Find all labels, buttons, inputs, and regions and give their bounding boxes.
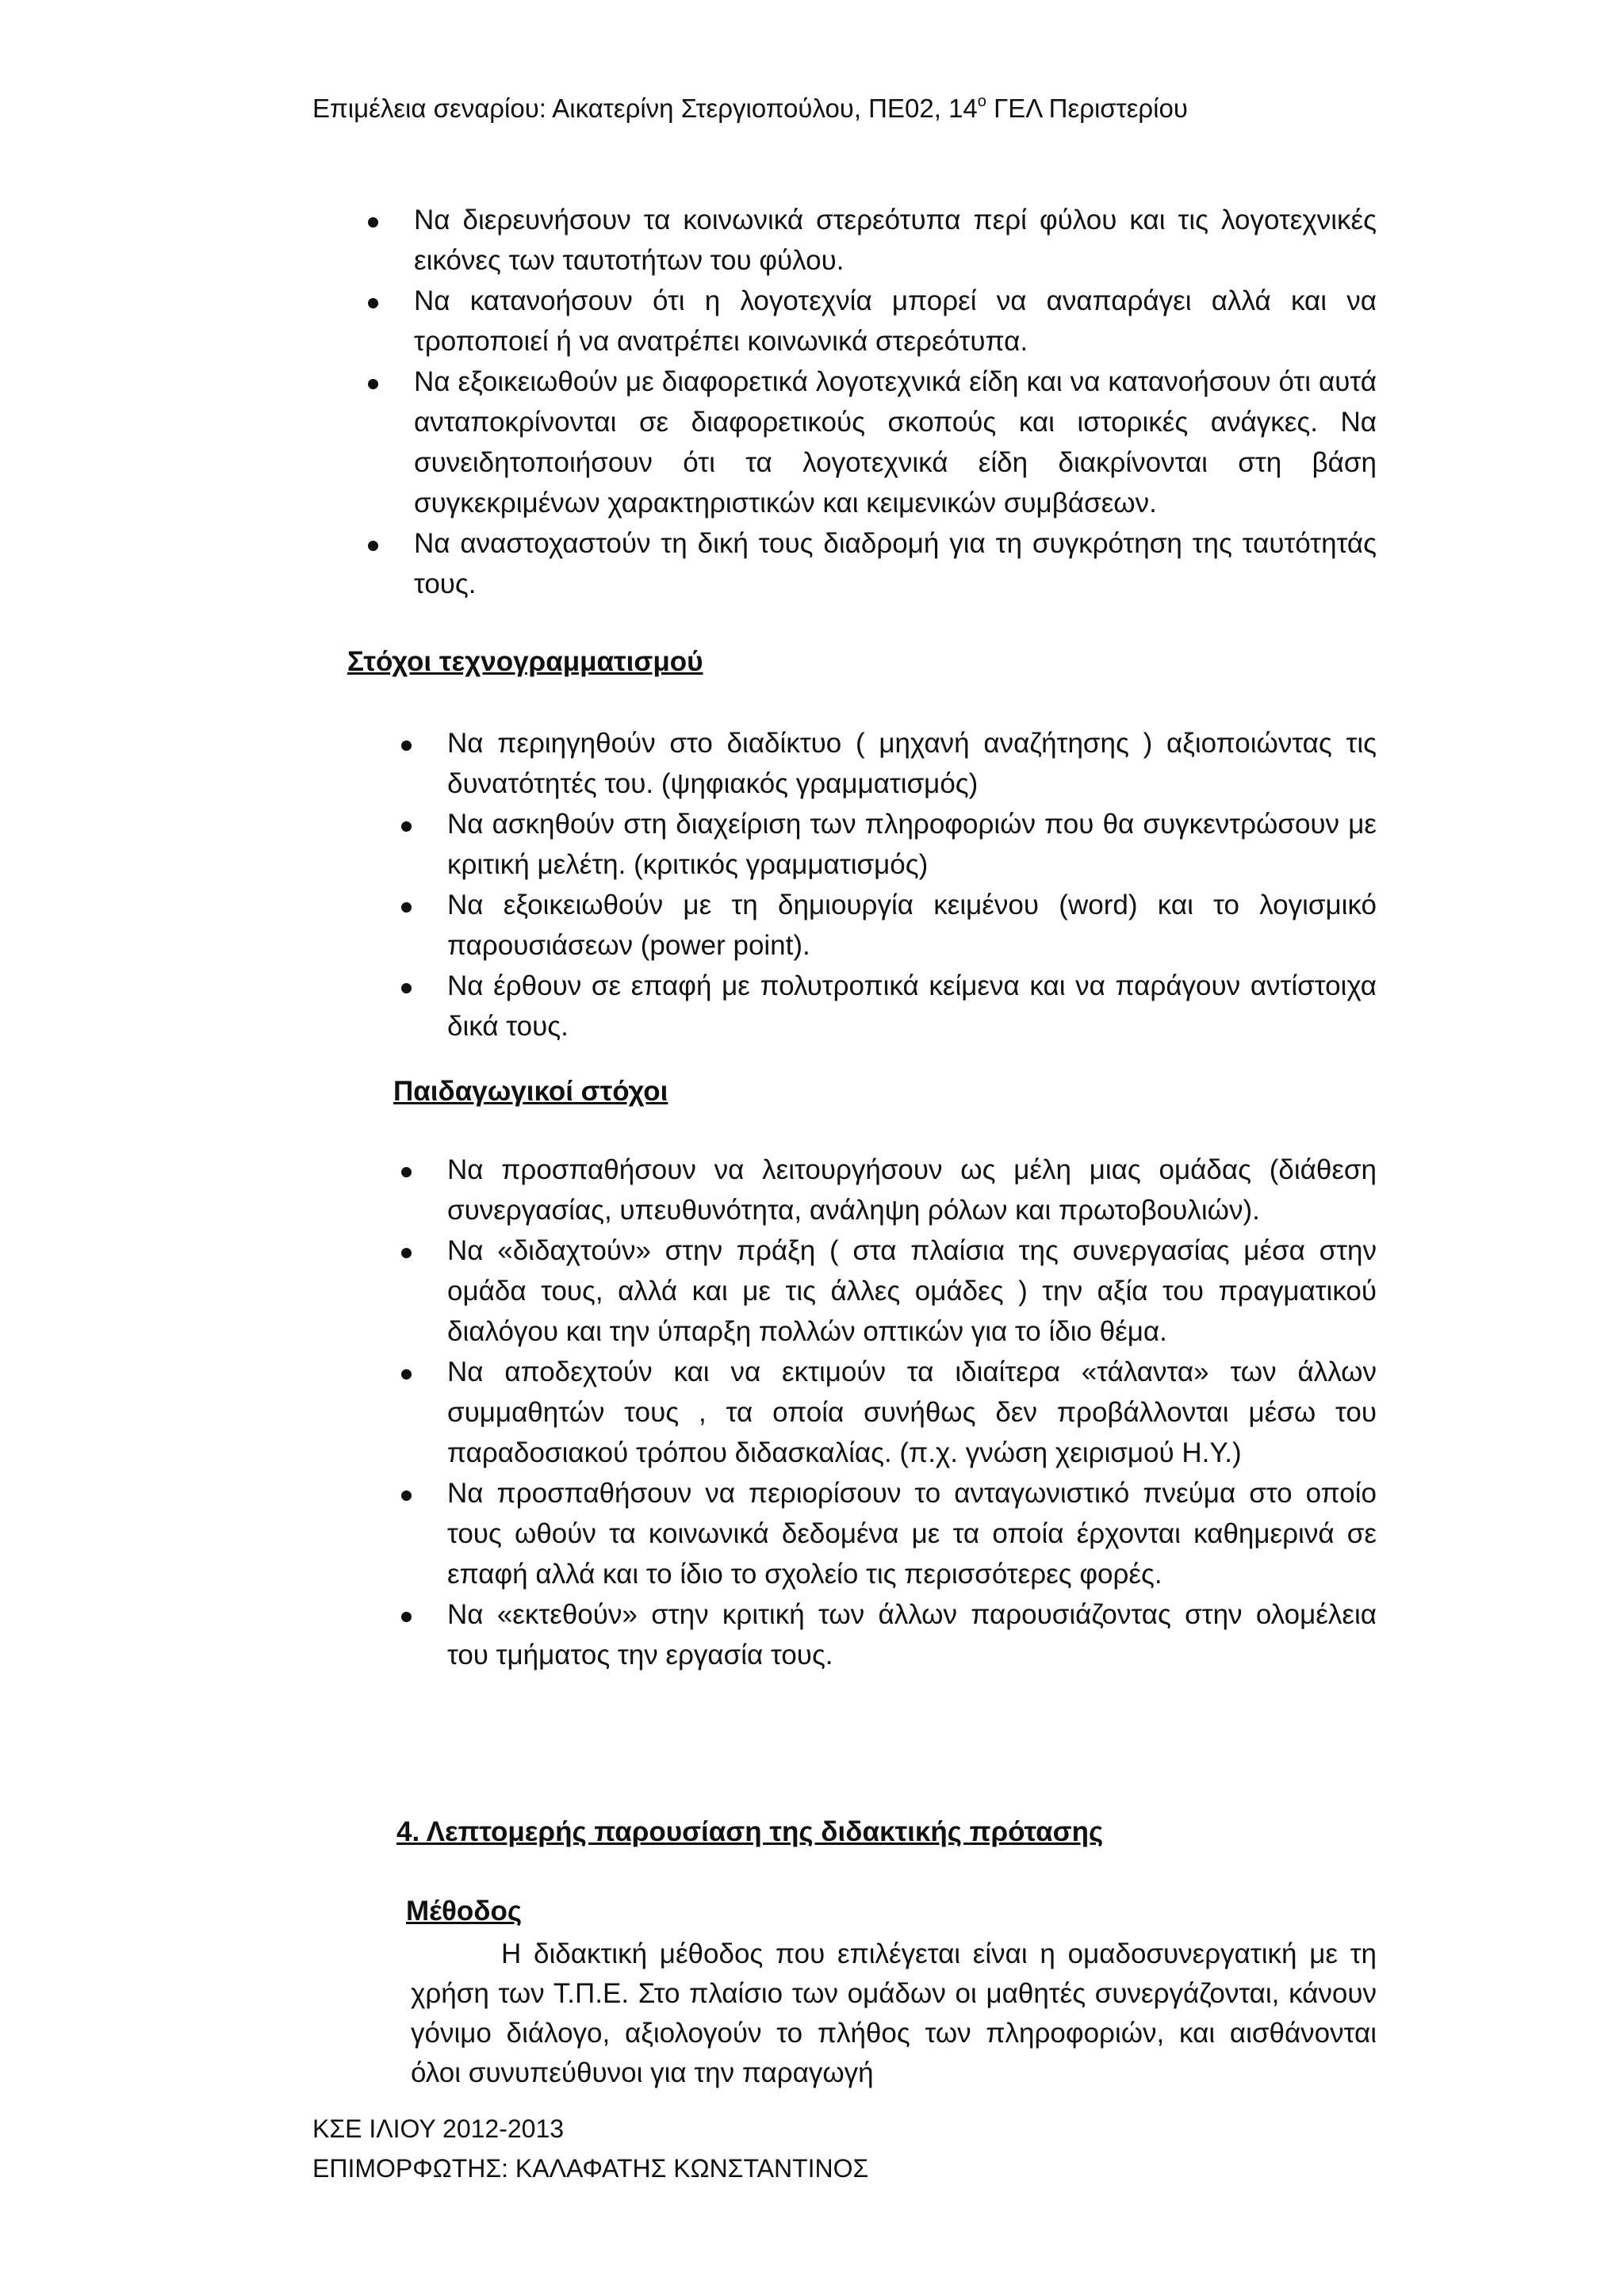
list-item-text: Να αποδεχτούν και να εκτιμούν τα ιδιαίτερα «τάλαντα» των άλλων συμμαθητών τους , τα οποία συνήθως δεν προβάλλονται μέσω του παραδοσιακού τρόπου διδασκαλίας. (π.χ. γνώση χειρισμού Η.Υ.) (447, 1357, 1377, 1468)
bullet-icon (368, 379, 378, 389)
list-item (396, 1230, 1377, 1352)
list-item-text: Να προσπαθήσουν να λειτουργήσουν ως μέλη μιας ομάδας (διάθεση συνεργασίας, υπευθυνότητα, ανάληψη ρόλων και πρωτοβουλιών). (447, 1154, 1377, 1226)
page-footer (312, 2109, 868, 2188)
tech-list (396, 723, 1377, 1047)
tech-list-section (396, 723, 1377, 1047)
list-item-text: Να «διδαχτούν» στην πράξη ( στα πλαίσια της συνεργασίας μέσα στην ομάδα τους, αλλά και με τις άλλες ομάδες ) την αξία του πραγματικού διαλόγου και την ύπαρξη πολλών οπτικών για το ίδιο θέμα. (447, 1235, 1377, 1347)
tech-goals-heading: Στόχοι τεχνογραμματισμού (347, 646, 703, 677)
goals-list (363, 200, 1377, 604)
list-item-text: Να εξοικειωθούν με τη δημιουργία κειμένου (word) και το λογισμικό παρουσιάσεων (power point). (447, 890, 1377, 961)
header-text: Επιμέλεια σεναρίου: Αικατερίνη Στεργιοπούλου, ΠΕ02, 14 (312, 94, 978, 123)
bullet-icon (401, 740, 412, 751)
list-item (396, 885, 1377, 966)
method-heading: Μέθοδος (406, 1896, 523, 1927)
bullet-icon (401, 983, 412, 993)
bullet-icon (401, 902, 412, 913)
header-text-end: ΓΕΛ Περιστερίου (986, 94, 1188, 123)
section-4-heading: 4. Λεπτομερής παρουσίαση της διδακτικής πρότασης (396, 1816, 1104, 1847)
list-item (363, 281, 1377, 362)
pedagogical-list-section (396, 1150, 1377, 1675)
list-item (396, 1594, 1377, 1675)
header-superscript: ο (977, 93, 986, 110)
list-item (396, 804, 1377, 885)
list-item-text: Να ασκηθούν στη διαχείριση των πληροφοριών που θα συγκεντρώσουν με κριτική μελέτη. (κριτικός γραμματισμός) (447, 809, 1377, 880)
bullet-icon (401, 1369, 412, 1380)
footer-line-2: ΕΠΙΜΟΡΦΩΤΗΣ: ΚΑΛΑΦΑΤΗΣ ΚΩΝΣΤΑΝΤΙΝΟΣ (312, 2154, 869, 2183)
bullet-icon (368, 298, 378, 308)
list-item-text: Να αναστοχαστούν τη δική τους διαδρομή για τη συγκρότηση της ταυτότητάς τους. (414, 528, 1377, 599)
bullet-icon (401, 1167, 412, 1177)
list-item (396, 1150, 1377, 1230)
list-item-text: Να «εκτεθούν» στην κριτική των άλλων παρουσιάζοντας στην ολομέλεια του τμήματος την εργασία τους. (447, 1599, 1377, 1670)
method-paragraph: Η διδακτική μέθοδος που επιλέγεται είναι η ομαδοσυνεργατική με τη χρήση των Τ.Π.Ε. Στο πλαίσιο των ομάδων οι μαθητές συνεργάζονται, κάνουν γόνιμο διάλογο, αξιολογούν το πλήθος των πληροφοριών, και αισθάνονται όλοι συνυπεύθυνοι για την παραγωγή (411, 1938, 1377, 2088)
list-item (396, 723, 1377, 804)
list-item (363, 362, 1377, 523)
list-item (363, 200, 1377, 281)
bullet-icon (401, 1612, 412, 1622)
list-item-text: Να έρθουν σε επαφή με πολυτροπικά κείμενα και να παράγουν αντίστοιχα δικά τους. (447, 970, 1377, 1042)
footer-line-1: ΚΣΕ ΙΛΙΟΥ 2012-2013 (312, 2114, 565, 2143)
bullet-icon (368, 217, 378, 228)
list-item-text: Να περιηγηθούν στο διαδίκτυο ( μηχανή αναζήτησης ) αξιοποιώντας τις δυνατότητές του. (ψηφιακός γραμματισμός) (447, 728, 1377, 799)
bullet-icon (401, 821, 412, 832)
pedagogical-goals-heading: Παιδαγωγικοί στόχοι (393, 1076, 668, 1107)
bullet-icon (368, 541, 378, 551)
list-item (396, 1473, 1377, 1594)
goals-list-section (363, 200, 1377, 604)
list-item-text: Να εξοικειωθούν με διαφορετικά λογοτεχνικά είδη και να κατανοήσουν ότι αυτά ανταποκρίνονται σε διαφορετικούς σκοπούς και ιστορικές ανάγκες. Να συνειδητοποιήσουν ότι τα λογοτεχνικά είδη διακρίνονται στη βάση συγκεκριμένων χαρακτηριστικών και κειμενικών συμβάσεων. (414, 366, 1377, 519)
list-item (396, 1352, 1377, 1473)
list-item-text: Να διερευνήσουν τα κοινωνικά στερεότυπα περί φύλου και τις λογοτεχνικές εικόνες των ταυτοτήτων του φύλου. (414, 205, 1377, 276)
list-item (396, 966, 1377, 1047)
pedagogical-list (396, 1150, 1377, 1675)
list-item-text: Να προσπαθήσουν να περιορίσουν το ανταγωνιστικό πνεύμα στο οποίο τους ωθούν τα κοινωνικά δεδομένα με τα οποία έρχονται καθημερινά σε επαφή αλλά και το ίδιο το σχολείο τις περισσότερες φορές. (447, 1478, 1377, 1590)
bullet-icon (401, 1490, 412, 1501)
bullet-icon (401, 1248, 412, 1258)
list-item-text: Να κατανοήσουν ότι η λογοτεχνία μπορεί να αναπαράγει αλλά και να τροποποιεί ή να ανατρέπει κοινωνικά στερεότυπα. (414, 285, 1377, 357)
list-item (363, 523, 1377, 604)
page-header (312, 89, 1188, 128)
